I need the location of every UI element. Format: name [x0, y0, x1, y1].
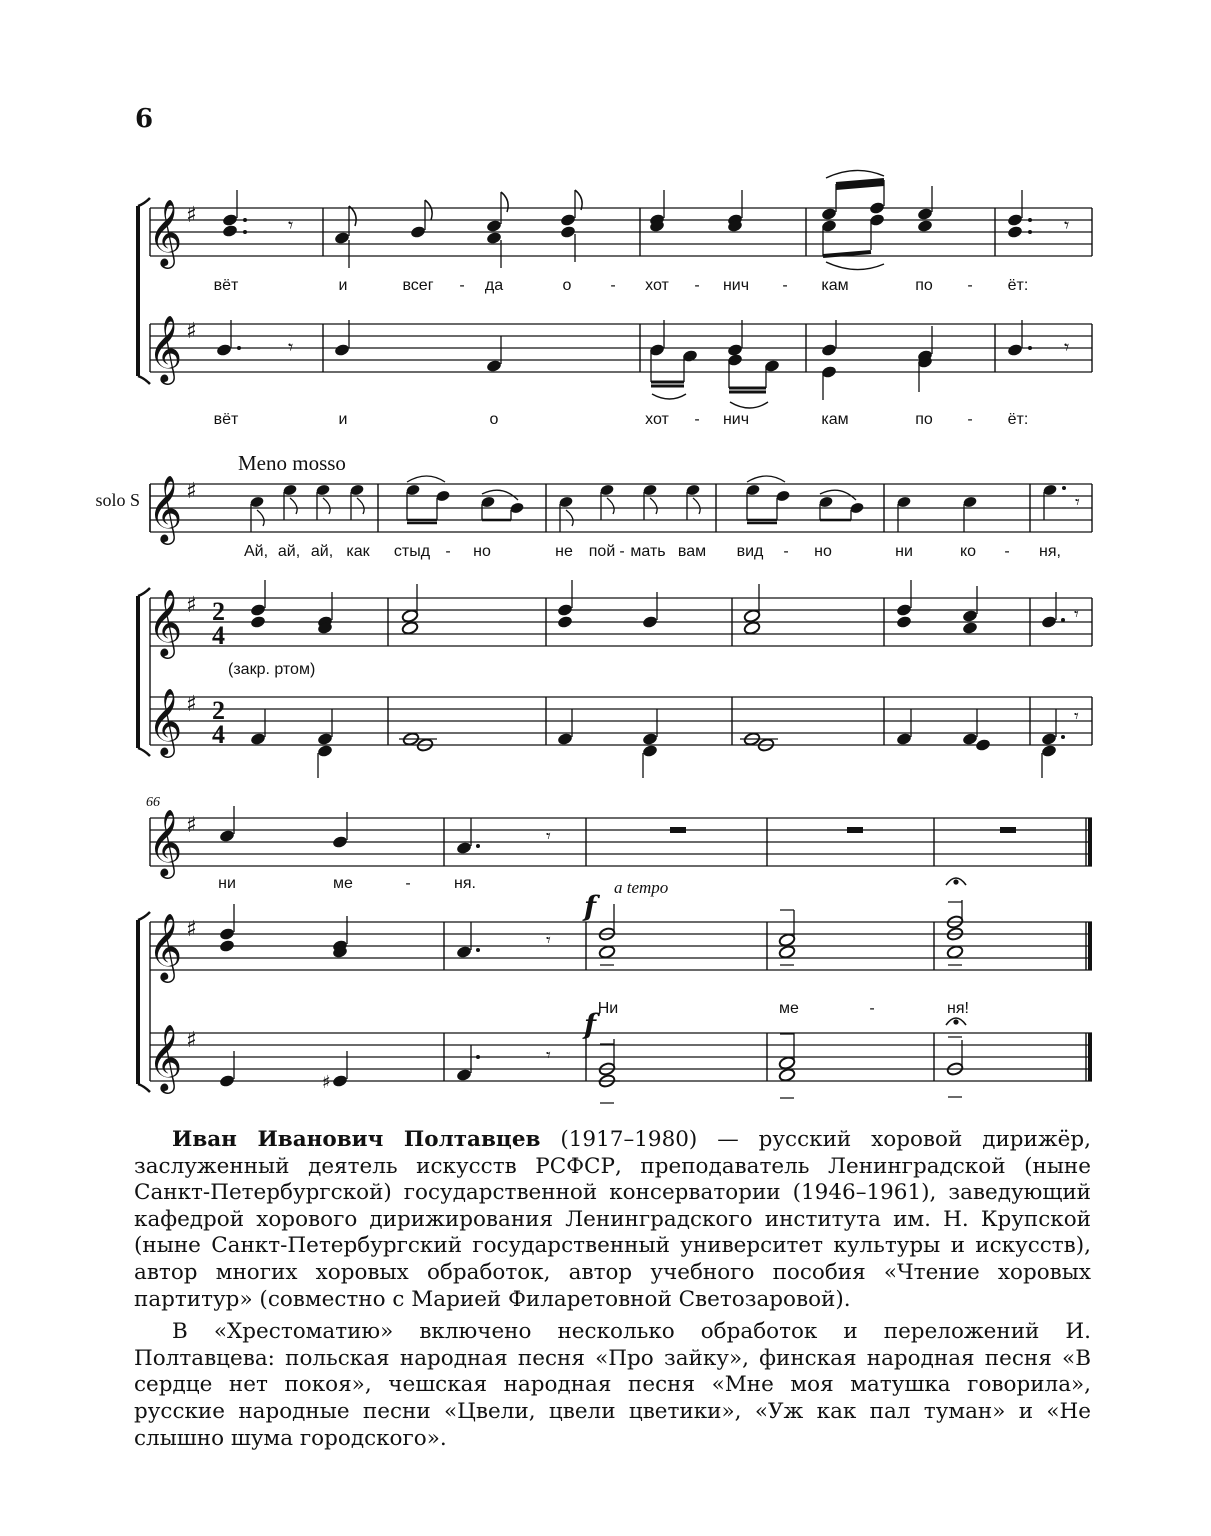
rest-icon: 𝄾: [288, 215, 294, 237]
lyric: -: [783, 543, 789, 560]
dynamic-marking: f: [584, 890, 597, 923]
lyric: ме: [333, 875, 353, 892]
rest-icon: 𝄾: [1074, 706, 1079, 726]
lyric: о: [562, 277, 572, 294]
rest-icon: 𝄾: [1075, 492, 1080, 512]
lyric: мать: [630, 543, 666, 560]
paragraph-biography: [134, 1127, 1091, 1313]
lyric: -: [1004, 543, 1010, 560]
sharp-icon: ♯: [186, 692, 197, 717]
barlines: [150, 818, 934, 1081]
rest-icon: 𝄾: [546, 930, 551, 950]
lyric: Ни: [597, 1000, 619, 1017]
sharp-icon: ♯: [186, 1028, 197, 1053]
lyric: -: [967, 277, 973, 294]
lyric: вёт: [213, 277, 239, 294]
lyric: -: [694, 411, 700, 428]
choir-upper-notes: [219, 927, 480, 959]
treble-clef-icon: 𝄞: [148, 1023, 183, 1091]
rest-icon: 𝄾: [546, 826, 551, 846]
sharp-icon: ♯: [186, 813, 197, 838]
lyric: нич: [722, 411, 750, 428]
treble-clef-icon: 𝄞: [148, 314, 183, 382]
time-signature-bottom: 4: [212, 621, 225, 650]
lyric: -: [619, 543, 625, 560]
choir-lower-stems: [265, 709, 1056, 778]
lyric: Ай,: [243, 543, 269, 560]
lyrics-system-2-solo: [244, 543, 1061, 560]
lyric: вам: [677, 543, 707, 560]
lyric: -: [405, 875, 411, 892]
lyric: -: [459, 277, 465, 294]
lyric: и: [338, 411, 348, 428]
lyric: ни: [895, 543, 913, 560]
choir-upper-stems: [265, 580, 1056, 620]
lyric: как: [346, 543, 370, 560]
lyric: кам: [821, 277, 849, 294]
treble-clef-icon: 𝄞: [148, 808, 183, 876]
lyric: -: [782, 277, 788, 294]
barlines: [150, 484, 1092, 745]
lyric: о: [489, 411, 499, 428]
time-signature-bottom: 4: [212, 720, 225, 749]
system-3: [138, 806, 1092, 1103]
lyric: ёт:: [1007, 277, 1029, 294]
rest-icon: 𝄾: [1064, 215, 1070, 237]
rest-icon: 𝄾: [1074, 604, 1079, 624]
choir-lower-half-notes: [402, 732, 775, 753]
lyric: но: [814, 543, 832, 560]
body-text: [134, 1127, 1091, 1452]
lyrics-system-3-choir: [598, 1000, 969, 1017]
solo-stems: [251, 492, 1044, 532]
lyric: и: [338, 277, 348, 294]
lyric: ко: [959, 543, 977, 560]
time-signature-top: 2: [212, 696, 225, 725]
treble-clef-icon: 𝄞: [148, 474, 183, 542]
treble-clef-icon: 𝄞: [148, 687, 183, 755]
treble-clef-icon: 𝄞: [148, 198, 183, 266]
lyric: всег: [402, 277, 434, 294]
lyric: -: [869, 1000, 875, 1017]
stems-upper: [237, 180, 1022, 268]
lyric: -: [694, 277, 700, 294]
lyric: -: [967, 411, 973, 428]
rest-icon: 𝄾: [546, 1045, 551, 1065]
lyrics-system-1-upper: [214, 277, 1029, 294]
lyric: вёт: [213, 411, 239, 428]
lyric: нич: [722, 277, 750, 294]
sharp-icon: ♯: [186, 319, 197, 344]
lyric: ёт:: [1007, 411, 1029, 428]
lyric: ме: [779, 1000, 799, 1017]
person-name: Иван Иванович Полтавцев: [172, 1127, 541, 1152]
choir-lower-half-notes: [598, 1056, 964, 1089]
lyric: -: [610, 277, 616, 294]
lyrics-system-1-lower: [214, 411, 1029, 428]
lyric: ня.: [454, 875, 476, 892]
tempo-marking: a tempo: [614, 878, 669, 897]
treble-clef-icon: 𝄞: [148, 588, 183, 656]
dynamic-marking: f: [584, 1008, 597, 1041]
rest-icon: 𝄾: [288, 337, 294, 359]
lyric: по: [915, 411, 933, 428]
lyric: пой: [588, 543, 616, 560]
lyrics-system-3-solo: [218, 875, 476, 892]
page-number: 6: [135, 104, 154, 134]
lyric: ня!: [947, 1000, 969, 1017]
lyric: вид: [736, 543, 764, 560]
lyric: хот: [645, 277, 669, 294]
lyric: кам: [821, 411, 849, 428]
treble-clef-icon: 𝄞: [148, 912, 183, 980]
sharp-icon: ♯: [186, 917, 197, 942]
measure-number: 66: [146, 795, 160, 810]
lyric: ай,: [277, 543, 301, 560]
lyric: ай,: [310, 543, 334, 560]
time-signature-top: 2: [212, 597, 225, 626]
lyric: стыд: [393, 543, 431, 560]
tempo-marking: Meno mosso: [238, 451, 346, 475]
system-2: [138, 474, 1092, 778]
lyric: ня,: [1039, 543, 1061, 560]
sharp-icon: ♯: [186, 479, 197, 504]
solo-label: solo S: [95, 490, 140, 510]
lyric: хот: [645, 411, 669, 428]
lyric: не: [555, 543, 573, 560]
rest-icon: 𝄾: [1064, 337, 1070, 359]
paragraph-text: (1917–1980) — русский хоровой дирижёр, заслуженный деятель искусств РСФСР, преподаватель Ленинградской (ныне Санкт-Петербургской) государственной консерватории (1946–1961), заведующий кафедрой хорового дирижирования Ленинградского института им. Н. Крупской (ныне Санкт-Петербургский государственный университет культуры и искусств), автор многих хоровых обработок, автор учебного пособия «Чтение хоровых партитур» (совместно с Марией Филаретовной Светозаровой).: [134, 1127, 1091, 1312]
staff-lines: [150, 484, 1092, 745]
humming-instruction: (закр. ртом): [228, 661, 316, 678]
sharp-icon: ♯: [186, 203, 197, 228]
lyric: ни: [218, 875, 236, 892]
paragraph-contents: В «Хрестоматию» включено несколько обработок и переложений И. Полтавцева: польская народная песня «Про зайку», финская народная песня «В сердце нет покоя», чешская народная песня «Мне моя матушка говорила», русские народные песни «Цвели, цвели цветики», «Уж как пал туман» и «Не слышно шума городского».: [134, 1319, 1091, 1451]
choir-lower-notes: [219, 1055, 480, 1088]
lyric: да: [484, 277, 504, 294]
lyric: по: [915, 277, 933, 294]
lyric: но: [473, 543, 491, 560]
lyric: -: [445, 543, 451, 560]
sharp-icon: ♯: [322, 1072, 331, 1093]
sharp-icon: ♯: [186, 593, 197, 618]
